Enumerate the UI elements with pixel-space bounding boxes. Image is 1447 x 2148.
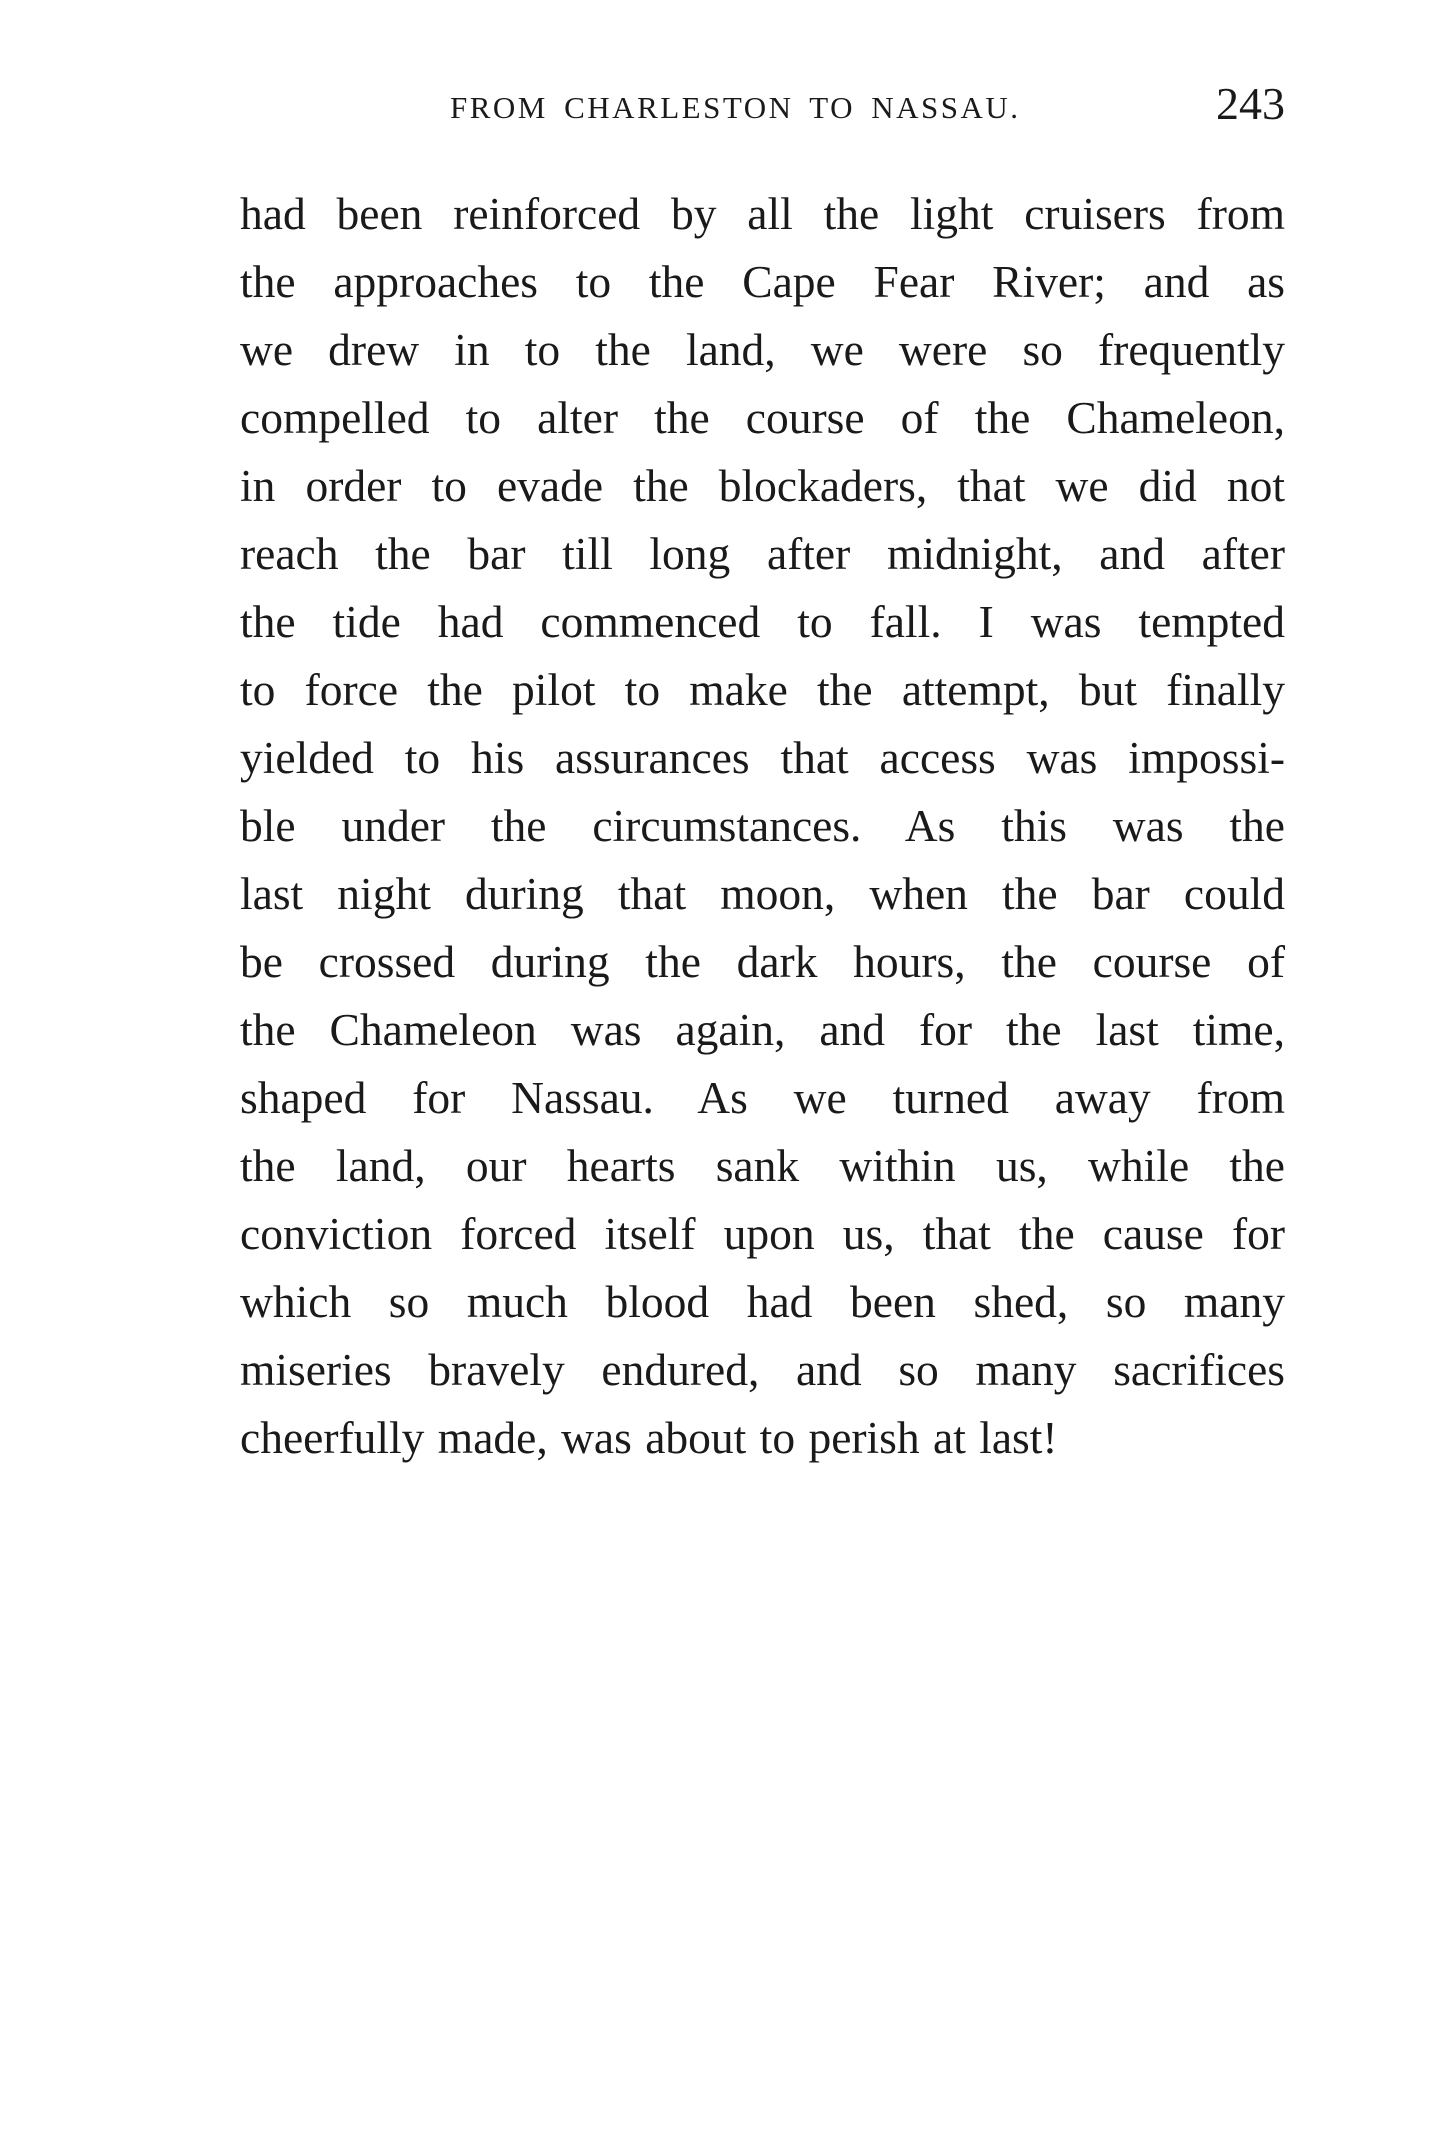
text-line: yielded to his assurances that access was impossi- bbox=[240, 732, 1285, 783]
text-line: had been reinforced by all the light cruisers from bbox=[240, 188, 1285, 239]
text-line: conviction forced itself upon us, that the cause for bbox=[240, 1208, 1285, 1259]
text-line: reach the bar till long after midnight, and after bbox=[240, 528, 1285, 579]
text-line: shaped for Nassau. As we turned away from bbox=[240, 1072, 1285, 1123]
text-line-last: cheerfully made, was about to perish at last! bbox=[240, 1412, 1058, 1463]
running-title: FROM CHARLESTON TO NASSAU. bbox=[450, 90, 1021, 125]
text-line: the approaches to the Cape Fear River; and as bbox=[240, 256, 1285, 307]
text-line: the tide had commenced to fall. I was tempted bbox=[240, 596, 1285, 647]
text-line: the land, our hearts sank within us, while the bbox=[240, 1140, 1285, 1191]
text-line: compelled to alter the course of the Chameleon, bbox=[240, 392, 1285, 443]
text-line: to force the pilot to make the attempt, but finally bbox=[240, 664, 1285, 715]
text-line: last night during that moon, when the bar could bbox=[240, 868, 1285, 919]
text-line: in order to evade the blockaders, that we did not bbox=[240, 460, 1285, 511]
text-line: miseries bravely endured, and so many sacrifices bbox=[240, 1344, 1285, 1395]
page-number: 243 bbox=[1216, 78, 1285, 129]
text-line: ble under the circumstances. As this was the bbox=[240, 800, 1285, 851]
body-paragraph bbox=[240, 180, 1285, 1472]
text-line: be crossed during the dark hours, the course of bbox=[240, 936, 1285, 987]
text-line: which so much blood had been shed, so many bbox=[240, 1276, 1285, 1327]
running-head bbox=[240, 78, 1285, 138]
text-line: the Chameleon was again, and for the last time, bbox=[240, 1004, 1285, 1055]
text-line: we drew in to the land, we were so frequently bbox=[240, 324, 1285, 375]
